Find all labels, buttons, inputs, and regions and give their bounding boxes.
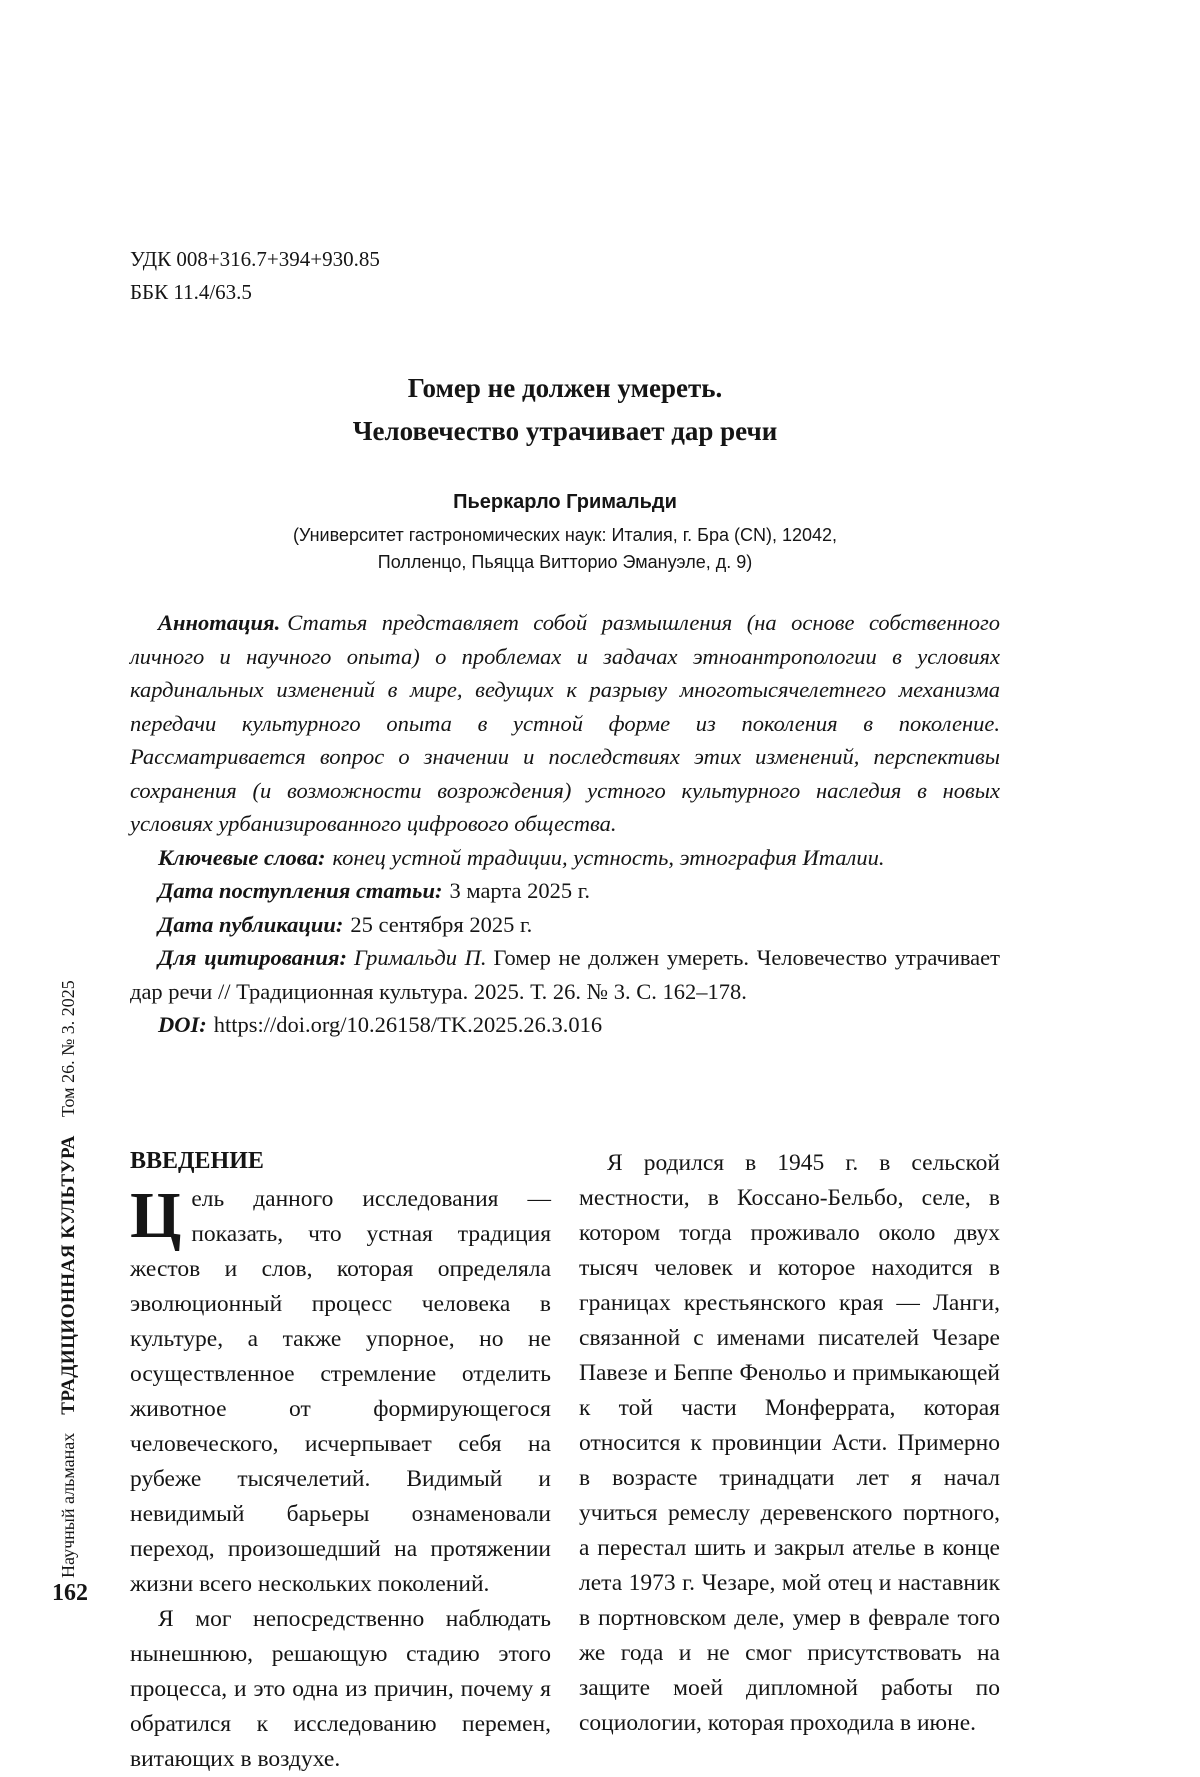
introduction-heading: ВВЕДЕНИЕ — [130, 1147, 264, 1174]
doi-line — [130, 1008, 1000, 1042]
article-title-line2: Человечество утрачивает дар речи — [352, 416, 778, 446]
body-column-right — [579, 1146, 1000, 1777]
citation-author: Гримальди П. — [353, 945, 487, 970]
dropcap-letter: Ц — [130, 1178, 182, 1252]
affiliation-line2: Полленцо, Пьяцца Витторио Эмануэле, д. 9) — [377, 552, 753, 572]
intro-paragraph-1-text: ель данного исследования — показать, что устная традиция жестов и слов, которая определяла эволюционный процесс человека в культуре, а также упорное, но не осуществленное стремление отделить животное от формирующегося человеческого, исчерпывает себя на рубеже тысячелетий. Видимый и невидимый барьеры ознаменовали переход, произошедший на протяжении жизни всего нескольких поколений. — [130, 1185, 551, 1597]
author-affiliation — [130, 522, 1000, 576]
published-date-label: Дата публикации: — [158, 911, 344, 937]
journal-spine-vertical-text — [58, 806, 92, 1578]
keywords-line — [130, 841, 1000, 875]
citation-label: Для цитирования: — [158, 945, 347, 970]
article-content — [130, 243, 1000, 1777]
bbk-code: ББК 11.4/63.5 — [130, 280, 252, 304]
udc-code: УДК 008+316.7+394+930.85 — [130, 247, 380, 271]
article-title — [130, 367, 1000, 453]
article-title-line1: Гомер не должен умереть. — [407, 373, 723, 403]
sidebar-journal-title: ТРАДИЦИОННАЯ КУЛЬТУРА — [58, 1135, 79, 1415]
body-paragraph-right: Я родился в 1945 г. в сельской местности, в Коссано-Бельбо, селе, в котором тогда проживало около двух тысяч человек и которое находится в границах крестьянского края — Ланги, связанной с именами писателей Чезаре Павезе и Беппе Фенольо и примыкающей к той части Монферрата, которая относится к провинции Асти. Примерно в возрасте тринадцати лет я начал учиться ремеслу деревенского портного, а перестал шить и закрыл ателье в конце лета 1973 г. Чезаре, мой отец и наставник в портновском деле, умер в феврале того же года и не смог присутствовать на защите моей дипломной работы по социологии, которая проходила в июне. — [579, 1149, 1000, 1736]
abstract-text: Статья представляет собой размышления (на основе собственного личного и научного опыта) о проблемах и задачах этноантропологии в условиях кардинальных изменений в мире, ведущих к разрыву многотысячелетнего механизма передачи культурного опыта в устной форме из поколения в поколение. Рассматривается вопрос о значении и последствиях этих изменений, перспективы сохранения (и возможности возрождения) устного культурного наследия в новых условиях урбанизированного цифрового общества. — [130, 610, 1000, 836]
author-name: Пьеркарло Гримальди — [453, 491, 677, 513]
sidebar-series-label: Научный альманах — [58, 1432, 78, 1578]
abstract-paragraph — [130, 606, 1000, 841]
received-date-label: Дата поступления статьи: — [158, 878, 443, 903]
published-date-line — [130, 908, 1000, 942]
doi-value: https://doi.org/10.26158/TK.2025.26.3.016 — [213, 1012, 603, 1037]
keywords-label: Ключевые слова: — [158, 844, 326, 870]
intro-paragraph-2: Я мог непосредственно наблюдать нынешнюю, решающую стадию этого процесса, и это одна из причин, почему я обратился к исследованию перемен, витающих в воздухе. — [130, 1605, 551, 1772]
affiliation-line1: (Университет гастрономических наук: Италия, г. Бра (CN), 12042, — [292, 525, 838, 545]
keywords-text: конец устной традиции, устность, этнография Италии. — [332, 844, 885, 870]
abstract-label: Аннотация. — [158, 610, 281, 635]
intro-paragraph-1 — [130, 1178, 551, 1602]
two-column-body — [130, 1146, 1000, 1777]
sidebar-issue-label: Том 26. № 3. 2025 — [58, 980, 78, 1118]
received-date-line — [130, 874, 1000, 908]
citation-line — [130, 941, 1000, 1008]
body-column-left — [130, 1146, 551, 1777]
doi-label: DOI: — [158, 1012, 207, 1037]
published-date-value: 25 сентября 2025 г. — [350, 911, 533, 937]
citation-text: Гомер не должен умереть. Человечество утрачивает дар речи // Традиционная культура. 2025. Т. 26. № 3. С. 162–178. — [130, 945, 1000, 1004]
page-number: 162 — [52, 1580, 88, 1606]
received-date-value: 3 марта 2025 г. — [449, 878, 591, 903]
